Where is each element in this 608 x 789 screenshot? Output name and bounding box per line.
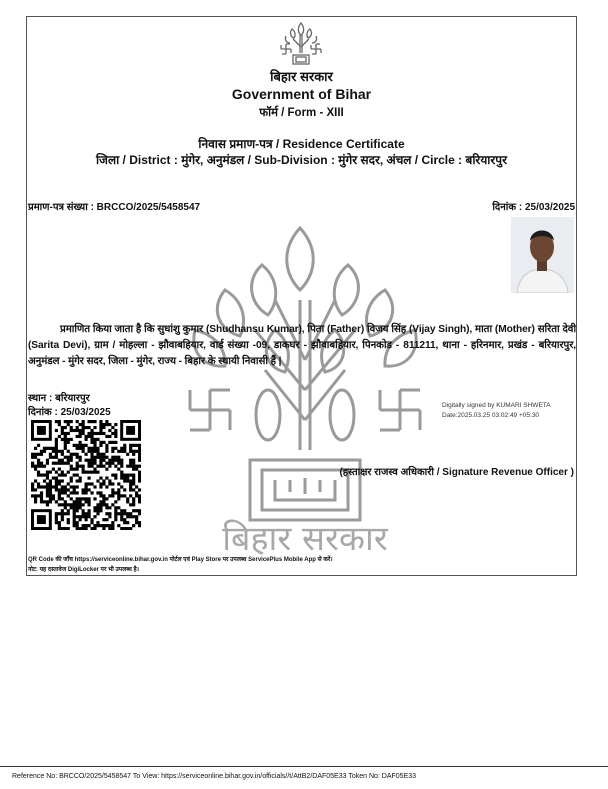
certificate-number: प्रमाण-पत्र संख्या : BRCCO/2025/5458547 [28,202,201,213]
certificate-title: निवास प्रमाण-पत्र / Residence Certificate [198,137,405,151]
footnotes [28,555,333,575]
footer-divider [0,766,608,767]
digital-signature [442,401,551,421]
issue-date-line: दिनांक : 25/03/2025 [28,407,111,418]
applicant-photo [511,217,574,293]
qr-code-icon[interactable] [31,420,141,530]
state-english-title: Government of Bihar [231,86,372,102]
state-hindi-title: बिहार सरकार [270,69,333,84]
signature-label: (हस्ताक्षर राजस्व अधिकारी / Signature Revenue Officer ) [339,467,574,478]
footer-reference: Reference No: BRCCO/2025/5458547 To View: https://serviceonline.bihar.gov.in/officials//t/AttB2/DAF05E33 Token No: DAF05E33 [12,773,417,780]
digital-signature-date: Date:2025.03.25 03:02:49 +05:30 [442,412,540,419]
district-line: जिला / District : मुंगेर, अनुमंडल / Sub-Division : मुंगेर सदर, अंचल / Circle : बरियारपुर [95,153,508,167]
bihar-emblem-icon [277,19,325,67]
certificate-date: दिनांक : 25/03/2025 [492,202,575,213]
residence-statement: प्रमाणित किया जाता है कि सुधांशु कुमार (Shudhansu Kumar), पिता (Father) विजय सिंह (Vijay Singh), माता (Mother) सरिता देवी (Sarita Devi), ग्राम / मोहल्ला - झौवाबहियार, वार्ड संख्या -09, डाकघर - झौवाबहियार, पिनकोड - 811211, थाना - हरिनमार, प्रखंड - बरियारपुर, अनुमंडल - मुंगेर सदर, जिला - मुंगेर, राज्य - बिहार के स्थायी निवासी हैं | [28,324,576,367]
qr-note: QR Code की जाँच https://serviceonline.bihar.gov.in पोर्टल एवं Play Store पर उपलब्ध ServicePlus Mobile App से करें। [28,557,333,563]
form-number: फॉर्म / Form - XIII [259,107,344,119]
watermark-text: बिहार सरकार [222,519,388,559]
digital-signature-signer: Digitally signed by KUMARI SHWETA [442,402,551,409]
bodhi-tree-watermark-icon [180,220,430,560]
digilocker-note: नोट: यह दस्तावेज DigiLocker पर भी उपलब्ध है। [28,567,139,573]
place-line: स्थान : बरियारपुर [28,393,90,404]
